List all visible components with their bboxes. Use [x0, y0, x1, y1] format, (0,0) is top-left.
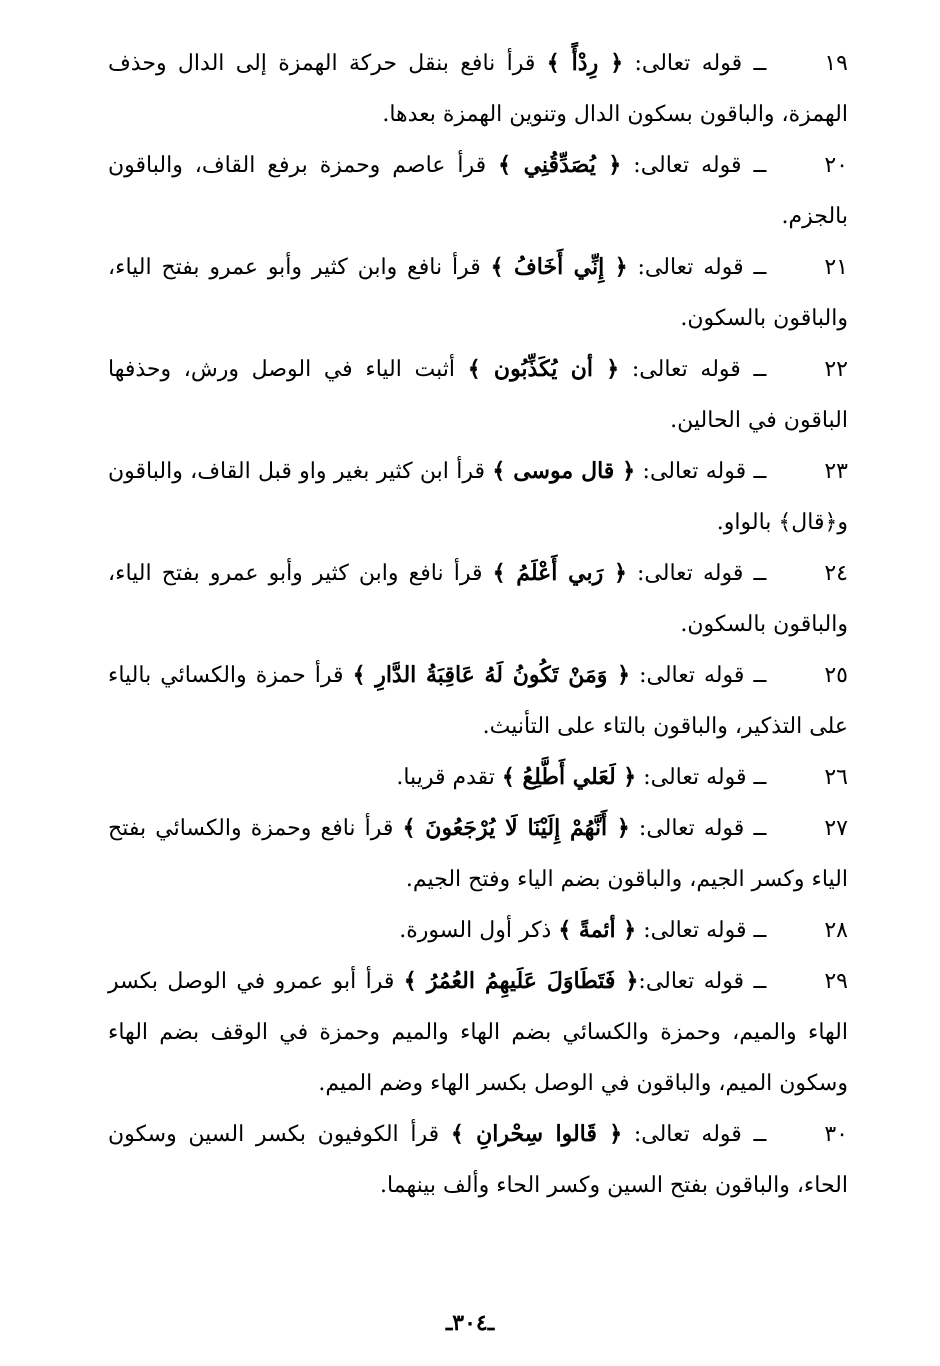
quranic-quote: ﴿ إِنِّي أَخَافُ ﴾: [490, 254, 628, 280]
entry-text: قرأ حمزة والكسائي بالياء على التذكير، والباقون بالتاء على التأنيث.: [108, 663, 848, 739]
indent: [766, 663, 824, 688]
entry-text: قرأ أبو عمرو في الوصل بكسر الهاء والميم، وحمزة والكسائي بضم الهاء والميم وحمزة في الوقف بضم الهاء وسكون الميم، والباقون في الوصل بكسر الهاء وضم الميم.: [108, 969, 848, 1096]
entry-25: [108, 650, 848, 752]
entry-number: ٢٤: [824, 561, 848, 586]
quranic-quote: ﴿ وَمَنْ تَكُونُ لَهُ عَاقِبَةُ الدَّارِ ﴾: [352, 662, 631, 688]
quranic-quote: ﴿ لَعَلي أَطَّلِعُ ﴾: [501, 764, 637, 790]
entry-27: [108, 803, 848, 905]
quranic-quote: ﴿ أن يُكَذِّبُون ﴾: [467, 356, 620, 382]
entry-text: قرأ نافع وابن كثير وأبو عمرو بفتح الياء، والباقون بالسكون.: [108, 255, 848, 331]
entry-prefix: ــ قوله تعالى:: [627, 255, 767, 280]
entry-text: تقدم قريبا.: [396, 765, 502, 790]
entry-prefix: ــ قوله تعالى:: [619, 357, 767, 382]
indent: [766, 918, 824, 943]
entry-prefix: ــ قوله تعالى:: [626, 561, 767, 586]
entry-22: [108, 344, 848, 446]
entry-prefix: ــ قوله تعالى:: [629, 816, 767, 841]
entry-text: ذكر أول السورة.: [399, 918, 559, 943]
entry-text: قرأ نافع وابن كثير وأبو عمرو بفتح الياء، والباقون بالسكون.: [108, 561, 848, 637]
entry-prefix: ــ قوله تعالى:: [636, 918, 767, 943]
indent: [766, 561, 824, 586]
quranic-quote: ﴿ فَتَطَاوَلَ عَلَيهِمُ العُمُرُ ﴾: [403, 968, 639, 994]
quranic-quote: ﴿ رَبي أَعْلَمُ ﴾: [492, 560, 627, 586]
entry-26: [108, 752, 848, 803]
entry-text: قرأ الكوفيون بكسر السين وسكون الحاء، والباقون بفتح السين وكسر الحاء وألف بينهما.: [108, 1122, 848, 1198]
entry-text: قرأ نافع بنقل حركة الهمزة إلى الدال وحذف الهمزة، والباقون بسكون الدال وتنوين الهمزة بعدها.: [108, 51, 848, 127]
entry-prefix: ــ قوله تعالى:: [636, 765, 767, 790]
indent: [766, 816, 824, 841]
quranic-quote: ﴿ قَالوا سِحْرانِ ﴾: [450, 1121, 623, 1147]
page-number: ـ٣٠٤ـ: [445, 1310, 495, 1336]
entry-number: ٢٥: [824, 663, 848, 688]
entry-number: ٢١: [824, 255, 848, 280]
entry-text: قرأ نافع وحمزة والكسائي بفتح الياء وكسر الجيم، والباقون بضم الياء وفتح الجيم.: [108, 816, 848, 892]
text-block: [108, 38, 848, 1211]
indent: [766, 765, 824, 790]
entry-number: ١٩: [824, 51, 848, 76]
indent: [766, 357, 824, 382]
entry-number: ٢٣: [824, 459, 848, 484]
entry-23: [108, 446, 848, 548]
entry-29: [108, 956, 848, 1109]
quranic-quote: ﴿ أئمةً ﴾: [558, 917, 637, 943]
entry-number: ٣٠: [824, 1122, 848, 1147]
entry-prefix: ــ قوله تعالى:: [622, 1122, 767, 1147]
quranic-quote: ﴿ رِدْأً ﴾: [546, 50, 624, 76]
entry-text: قرأ ابن كثير بغير واو قبل القاف، والباقون و﴿قال﴾ بالواو.: [108, 459, 848, 535]
entry-number: ٢٠: [824, 153, 848, 178]
entry-number: ٢٨: [824, 918, 848, 943]
entry-prefix: ــ قوله تعالى:: [630, 663, 767, 688]
indent: [766, 1122, 824, 1147]
quranic-quote: ﴿ أَنَّهُمْ إِلَيْنَا لَا يُرْجَعُونَ ﴾: [402, 815, 630, 841]
entry-prefix: ــ قوله تعالى:: [623, 51, 767, 76]
entry-number: ٢٩: [824, 969, 848, 994]
entry-number: ٢٢: [824, 357, 848, 382]
indent: [766, 969, 824, 994]
entry-30: [108, 1109, 848, 1211]
indent: [766, 255, 824, 280]
entry-text: قرأ عاصم وحمزة برفع القاف، والباقون بالجزم.: [108, 153, 848, 229]
entry-prefix: ــ قوله تعالى:: [621, 153, 767, 178]
quranic-quote: ﴿ قال موسى ﴾: [492, 458, 636, 484]
indent: [766, 51, 824, 76]
entry-24: [108, 548, 848, 650]
entry-19: [108, 38, 848, 140]
entry-prefix: ــ قوله تعالى:: [638, 969, 767, 994]
entry-number: ٢٧: [824, 816, 848, 841]
quranic-quote: ﴿ يُصَدِّقُنِي ﴾: [498, 152, 622, 178]
indent: [766, 153, 824, 178]
entry-21: [108, 242, 848, 344]
entry-28: [108, 905, 848, 956]
entry-prefix: ــ قوله تعالى:: [635, 459, 767, 484]
entry-20: [108, 140, 848, 242]
indent: [766, 459, 824, 484]
entry-number: ٢٦: [824, 765, 848, 790]
entry-text: أثبت الياء في الوصل ورش، وحذفها الباقون في الحالين.: [108, 357, 848, 433]
